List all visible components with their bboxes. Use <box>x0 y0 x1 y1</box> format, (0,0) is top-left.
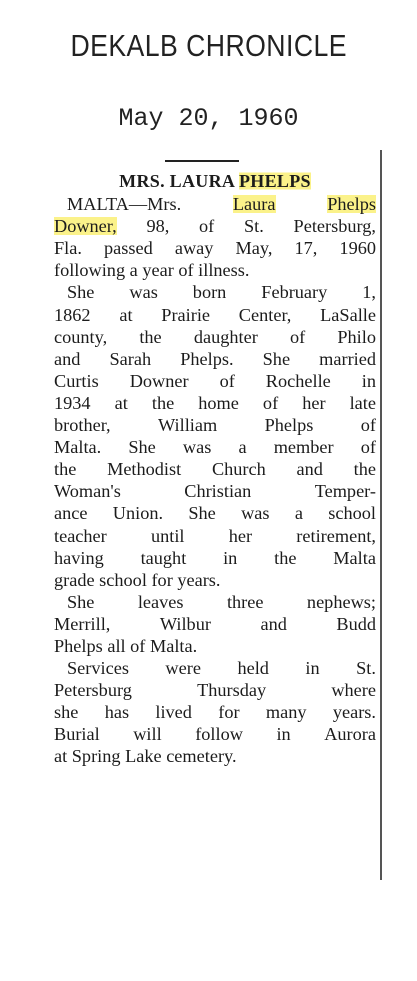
text-line: and Sarah Phelps. She married <box>54 348 376 369</box>
text-line: MALTA—Mrs. Laura Phelps <box>67 194 376 215</box>
text-line: the Methodist Church and the <box>54 459 376 480</box>
obituary-body <box>54 193 376 767</box>
text-line: She leaves three nephews; <box>67 591 376 612</box>
text-line: at Spring Lake cemetery. <box>54 746 237 767</box>
text-line: grade school for years. <box>54 569 221 590</box>
obituary-article <box>54 170 376 768</box>
newspaper-masthead: DEKALB CHRONICLE <box>70 28 347 63</box>
obituary-paragraph <box>54 281 376 590</box>
text-line: Merrill, Wilbur and Budd <box>54 613 376 634</box>
clipping-date: May 20, 1960 <box>118 104 299 133</box>
text-line: 1862 at Prairie Center, LaSalle <box>54 304 376 325</box>
text-line: Woman's Christian Temper- <box>54 481 376 502</box>
obituary-paragraph <box>54 193 376 281</box>
text-line: county, the daughter of Philo <box>54 326 376 347</box>
text-line: Downer, 98, of St. Petersburg, <box>54 216 376 237</box>
headline-rule <box>165 160 239 162</box>
text-line: she has lived for many years. <box>54 702 376 723</box>
text-line: Burial will follow in Aurora <box>54 724 376 745</box>
text-line: She was born February 1, <box>67 282 376 303</box>
obituary-paragraph <box>54 657 376 767</box>
headline-text: MRS. LAURA PHELPS <box>119 171 311 191</box>
text-line: Curtis Downer of Rochelle in <box>54 370 376 391</box>
text-line: ance Union. She was a school <box>54 503 376 524</box>
text-line: 1934 at the home of her late <box>54 392 376 413</box>
text-line: brother, William Phelps of <box>54 415 376 436</box>
text-line: Phelps all of Malta. <box>54 635 198 656</box>
obituary-headline <box>54 170 376 192</box>
text-line: Malta. She was a member of <box>54 437 376 458</box>
text-line: having taught in the Malta <box>54 547 376 568</box>
text-line: teacher until her retirement, <box>54 525 376 546</box>
column-divider <box>380 150 382 880</box>
text-line: following a year of illness. <box>54 260 250 281</box>
text-line: Fla. passed away May, 17, 1960 <box>54 238 376 259</box>
obituary-paragraph <box>54 591 376 657</box>
text-line: Services were held in St. <box>67 658 376 679</box>
text-line: Petersburg Thursday where <box>54 680 376 701</box>
